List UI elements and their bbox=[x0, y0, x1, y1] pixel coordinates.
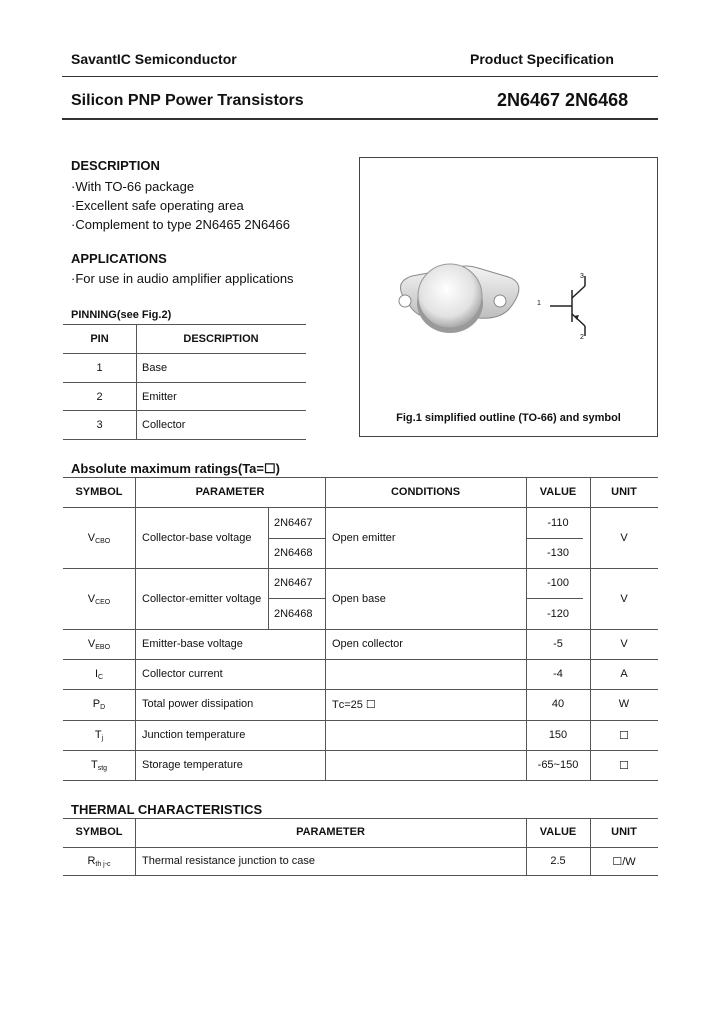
symbol-cell: $P_D$ bbox=[92, 698, 106, 711]
pinning-heading: PINNING(see Fig.2) bbox=[71, 309, 172, 321]
parameter-cell: Junction temperature bbox=[142, 729, 246, 741]
unit-cell: V bbox=[620, 593, 628, 605]
pin-col-header: PIN bbox=[90, 333, 109, 345]
symbol-cell: $R_{th j-c}$ bbox=[87, 855, 111, 868]
parameter-cell: Collector current bbox=[142, 668, 223, 680]
parameter-cell: Storage temperature bbox=[142, 759, 243, 771]
thermal-heading: THERMAL CHARACTERISTICS bbox=[71, 802, 263, 817]
symbol-cell: $I_C$ bbox=[94, 668, 104, 681]
unit-cell: A bbox=[620, 668, 628, 680]
pin-description: Collector bbox=[142, 419, 186, 431]
variant-cell: 2N6467 bbox=[274, 577, 313, 589]
value-cell: 2.5 bbox=[550, 855, 566, 867]
value-cell: 150 bbox=[548, 729, 568, 741]
symbol-cell: $V_{CBO}$ bbox=[87, 532, 111, 545]
parameter-cell: Collector-base voltage bbox=[142, 532, 252, 544]
symbol-cell: $V_{CEO}$ bbox=[87, 593, 111, 606]
applications-item: ·For use in audio amplifier applications bbox=[71, 271, 294, 286]
conditions-cell: Open base bbox=[332, 593, 386, 605]
symbol-pin-1: 1 bbox=[537, 300, 541, 307]
symbol-col-header: SYMBOL bbox=[75, 826, 123, 838]
pin-description: Emitter bbox=[142, 391, 177, 403]
package-cap bbox=[417, 264, 483, 333]
unit-cell: ☐ bbox=[619, 760, 629, 772]
conditions-col-header: CONDITIONS bbox=[390, 486, 461, 498]
value-col-header: VALUE bbox=[539, 826, 577, 838]
symbol-pin-2: 2 bbox=[580, 334, 584, 341]
pin-desc-col-header: DESCRIPTION bbox=[183, 333, 259, 345]
part-numbers: 2N6467 2N6468 bbox=[497, 90, 629, 110]
parameter-cell: Collector-emitter voltage bbox=[142, 593, 262, 605]
parameter-cell: Emitter-base voltage bbox=[142, 638, 243, 650]
value-cell: -100 bbox=[546, 577, 570, 589]
description-item: ·Excellent safe operating area bbox=[71, 198, 244, 213]
doc-title: Silicon PNP Power Transistors bbox=[71, 92, 304, 109]
company-name: SavantIC Semiconductor bbox=[71, 51, 237, 67]
conditions-cell: Tᴄ=25 ☐ bbox=[332, 699, 376, 711]
unit-cell: W bbox=[618, 698, 630, 710]
unit-cell: ☐ bbox=[619, 730, 629, 742]
parameter-cell: Total power dissipation bbox=[142, 698, 254, 710]
symbol-cell: $T_{stg}$ bbox=[90, 759, 108, 772]
value-cell: -130 bbox=[546, 547, 570, 559]
pin-number: 2 bbox=[96, 391, 103, 403]
value-cell: 40 bbox=[551, 698, 565, 710]
variant-cell: 2N6468 bbox=[274, 608, 313, 620]
value-cell: -4 bbox=[553, 668, 563, 680]
pnp-transistor-symbol bbox=[550, 276, 585, 336]
parameter-cell: Thermal resistance junction to case bbox=[142, 855, 316, 867]
unit-col-header: UNIT bbox=[611, 486, 637, 498]
value-cell: -120 bbox=[546, 608, 570, 620]
symbol-cell: $V_{EBO}$ bbox=[87, 638, 111, 651]
value-cell: -65~150 bbox=[537, 759, 579, 771]
pin-number: 3 bbox=[96, 419, 103, 431]
figure-box bbox=[359, 157, 658, 437]
header-rule-top bbox=[62, 76, 658, 77]
spec-label: Product Specification bbox=[470, 51, 614, 67]
symbol-col-header: SYMBOL bbox=[75, 486, 123, 498]
conditions-cell: Open emitter bbox=[332, 532, 396, 544]
to66-package-drawing bbox=[360, 158, 657, 436]
variant-cell: 2N6468 bbox=[274, 547, 313, 559]
figure-caption: Fig.1 simplified outline (TO-66) and symbol bbox=[396, 412, 621, 424]
unit-col-header: UNIT bbox=[611, 826, 637, 838]
conditions-cell: Open collector bbox=[332, 638, 403, 650]
description-list bbox=[71, 177, 290, 234]
parameter-col-header: PARAMETER bbox=[296, 826, 365, 838]
pin-number: 1 bbox=[96, 362, 103, 374]
ratings-heading: Absolute maximum ratings(Ta=☐) bbox=[71, 461, 280, 476]
pin-description: Base bbox=[142, 362, 168, 374]
applications-heading: APPLICATIONS bbox=[71, 251, 167, 266]
description-item: ·With TO-66 package bbox=[71, 179, 195, 194]
parameter-col-header: PARAMETER bbox=[195, 486, 265, 498]
header-rule-bottom bbox=[62, 118, 658, 120]
unit-cell: ☐/W bbox=[612, 856, 636, 868]
symbol-pin-3: 3 bbox=[580, 273, 584, 280]
value-cell: -5 bbox=[553, 638, 563, 650]
unit-cell: V bbox=[620, 532, 628, 544]
description-heading: DESCRIPTION bbox=[71, 158, 160, 173]
value-col-header: VALUE bbox=[539, 486, 577, 498]
symbol-cell: $T_j$ bbox=[94, 729, 104, 742]
description-item: ·Complement to type 2N6465 2N6466 bbox=[71, 217, 290, 232]
variant-cell: 2N6467 bbox=[274, 517, 313, 529]
value-cell: -110 bbox=[547, 517, 569, 529]
unit-cell: V bbox=[620, 638, 628, 650]
